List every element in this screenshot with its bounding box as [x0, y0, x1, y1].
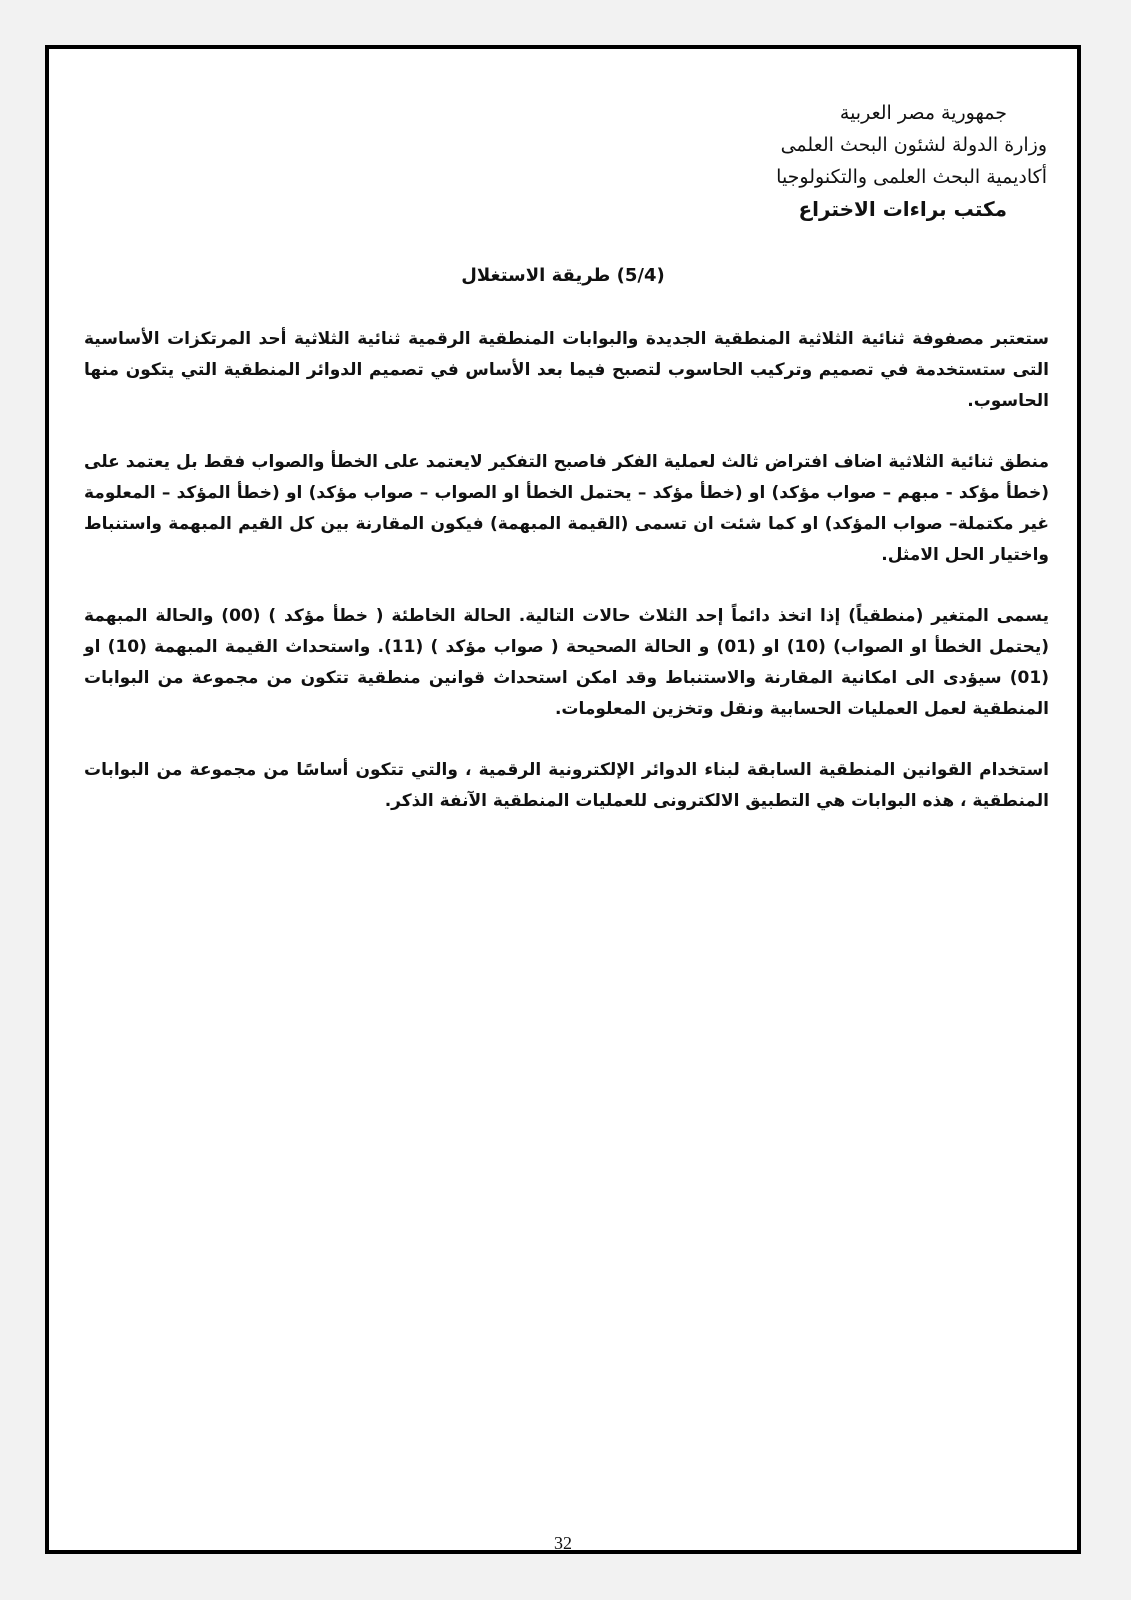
- page-frame: [45, 45, 1081, 1554]
- header-academy: أكاديمية البحث العلمى والتكنولوجيا: [776, 166, 1047, 188]
- paragraph: استخدام القوانين المنطقية السابقة لبناء الدوائر الإلكترونية الرقمية ، والتي تتكون أساسًا من مجموعة من البوابات المنطقية ، هذه البوابات هي التطبيق الالكترونى للعمليات المنطقية الآنفة الذكر.: [84, 760, 1049, 811]
- paragraph: ستعتبر مصفوفة ثنائية الثلاثية المنطقية الجديدة والبوابات المنطقية الرقمية ثنائية الثلاثية أحد المرتكزات الأساسية التى ستستخدمة في تصميم وتركيب الحاسوب لتصبح فيما بعد الأساس في تصميم الدوائر المنطقية التي يتكون منها الحاسوب.: [84, 329, 1049, 411]
- paragraph: منطق ثنائية الثلاثية اضاف افتراض ثالث لعملية الفكر فاصبح التفكير لايعتمد على الخطأ والصواب فقط بل يعتمد على (خطأ مؤكد - مبهم – صواب مؤكد) او (خطأ مؤكد – يحتمل الخطأ او الصواب – صواب مؤكد) او (خطأ المؤكد – المعلومة غير مكتملة– صواب المؤكد) او كما شئت ان تسمى (القيمة المبهمة) فيكون المقارنة بين كل القيم المبهمة واستنباط واختيار الحل الامثل.: [84, 452, 1049, 565]
- paragraph: يسمى المتغير (منطقياً) إذا اتخذ دائماً إحد الثلاث حالات التالية. الحالة الخاطئة ( خطأ مؤكد ) (00) والحالة المبهمة (يحتمل الخطأ او الصواب) (10) او (01) و الحالة الصحيحة ( صواب مؤكد ) (11). واستحداث القيمة المبهمة (10) او (01) سيؤدى الى امكانية المقارنة والاستنباط وقد امكن استحداث قوانين منطقية تتكون من مجموعة من البوابات المنطقية لعمل العمليات الحسابية ونقل وتخزين المعلومات.: [84, 606, 1049, 719]
- page-number: 32: [554, 1533, 572, 1553]
- section-title-text: (5/4) طريقة الاستغلال: [461, 265, 665, 286]
- document-body: [84, 324, 1049, 847]
- letterhead: [687, 97, 1047, 225]
- header-office: مكتب براءات الاختراع: [798, 197, 1007, 221]
- section-title: [49, 261, 1077, 291]
- header-country: جمهورية مصر العربية: [839, 102, 1007, 124]
- header-ministry: وزارة الدولة لشئون البحث العلمى: [780, 134, 1047, 156]
